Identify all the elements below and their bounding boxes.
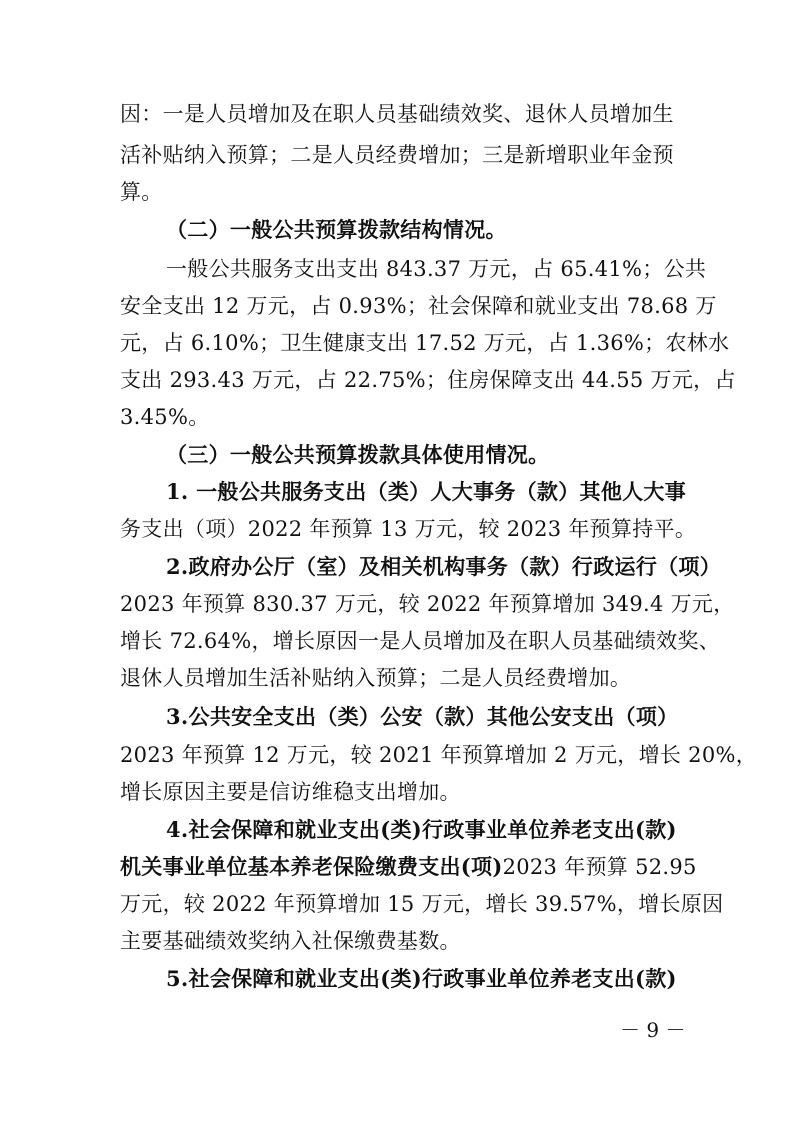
item-heading: 2.政府办公厅（室）及相关机构事务（款）行政运行（项） [166,554,722,579]
item-heading: 5.社会保障和就业支出(类)行政事业单位养老支出(款) [166,966,677,991]
body-text-line: 安全支出 12 万元，占 0.93%；社会保障和就业支出 78.68 万 [120,294,717,318]
item-heading: 4.社会保障和就业支出(类)行政事业单位养老支出(款) [166,817,677,842]
body-text-line: 退休人员增加生活补贴纳入预算；二是人员经费增加。 [120,666,632,690]
section-heading: （三）一般公共预算拨款具体使用情况。 [166,442,550,467]
body-text-line [120,853,697,881]
body-text-line: 因：一是人员增加及在职人员基础绩效奖、退休人员增加生 [120,102,674,126]
item-heading-continuation: 机关事业单位基本养老保险缴费支出(项) [120,854,503,879]
page-number: － 9 － [620,1018,686,1042]
body-text-segment: 2023 年预算 52.95 [502,855,697,879]
section-heading: （二）一般公共预算拨款结构情况。 [166,217,507,242]
body-text-line: 活补贴纳入预算；二是人员经费增加；三是新增职业年金预 [120,143,674,167]
body-text-line: 万元，较 2022 年预算增加 15 万元，增长 39.57%，增长原因 [120,892,724,916]
item-heading: 1. 一般公共服务支出（类）人大事务（款）其他人大事 [166,479,687,504]
body-text-line: 增长原因主要是信访维稳支出增加。 [120,780,461,804]
body-text-line: 一般公共服务支出支出 843.37 万元，占 65.41%；公共 [166,257,707,281]
body-text-line: 2023 年预算 12 万元，较 2021 年预算增加 2 万元，增长 20%， [120,743,758,767]
body-text-line: 元，占 6.10%；卫生健康支出 17.52 万元，占 1.36%；农林水 [120,331,730,355]
body-text-line: 增长 72.64%，增长原因一是人员增加及在职人员基础绩效奖、 [120,629,721,653]
body-text-line: 支出 293.43 万元，占 22.75%；住房保障支出 44.55 万元，占 [120,368,736,392]
body-text-line: 主要基础绩效奖纳入社保缴费基数。 [120,929,461,953]
body-text-line: 务支出（项）2022 年预算 13 万元，较 2023 年预算持平。 [120,517,697,541]
item-heading: 3.公共安全支出（类）公安（款）其他公安支出（项） [166,704,679,729]
body-text-line: 算。 [120,180,163,204]
body-text-line: 3.45%。 [120,405,210,429]
body-text-line: 2023 年预算 830.37 万元，较 2022 年预算增加 349.4 万元， [120,592,735,616]
